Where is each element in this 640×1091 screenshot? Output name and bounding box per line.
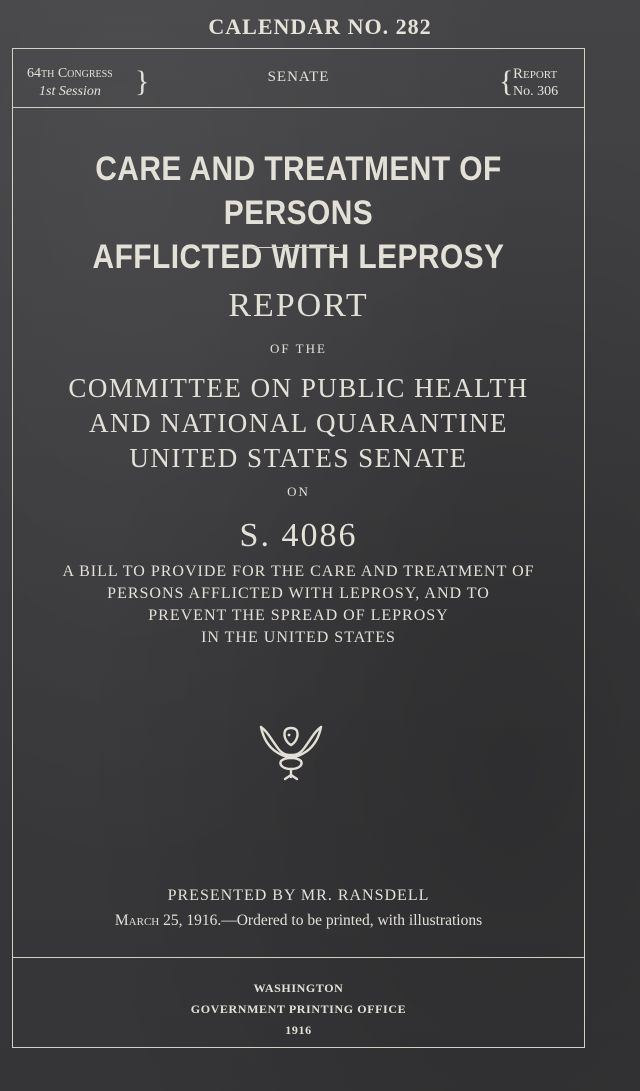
congress-label: 64th Congress: [27, 66, 113, 81]
brace-right: {: [499, 65, 514, 98]
cover-frame: [12, 48, 585, 1048]
bill-description-line: PERSONS AFFLICTED WITH LEPROSY, AND TO: [107, 585, 490, 602]
report-heading: REPORT: [228, 287, 369, 324]
bill-description-line: A BILL TO PROVIDE FOR THE CARE AND TREATMENT OF: [62, 563, 535, 580]
committee-name: [13, 371, 584, 476]
committee-line: AND NATIONAL QUARANTINE: [89, 408, 508, 438]
calendar-number: CALENDAR NO. 282: [208, 14, 432, 39]
presented-by: PRESENTED BY MR. RANSDELL: [167, 887, 430, 904]
title-line: CARE AND TREATMENT OF PERSONS: [95, 150, 502, 232]
session-label: 1st Session: [39, 84, 101, 99]
bill-description: [13, 561, 584, 649]
imprint: [13, 978, 584, 1041]
imprint-city: WASHINGTON: [253, 981, 344, 995]
of-the-label: OF THE: [270, 341, 327, 356]
ordered-month: March: [114, 912, 160, 929]
header-divider: [13, 107, 584, 108]
title-line: AFFLICTED WITH LEPROSY: [92, 238, 505, 276]
footer-divider: [13, 957, 584, 958]
committee-line: UNITED STATES SENATE: [129, 443, 468, 473]
ordered-line: [13, 912, 584, 930]
brace-left: }: [135, 65, 150, 98]
on-label: ON: [287, 484, 310, 499]
report-number-block: [513, 65, 558, 101]
bill-number: S. 4086: [239, 517, 358, 554]
report-number: No. 306: [513, 84, 559, 99]
chamber-label: SENATE: [267, 69, 330, 85]
bill-description-line: IN THE UNITED STATES: [201, 629, 396, 646]
report-label: Report: [513, 66, 558, 82]
imprint-office: GOVERNMENT PRINTING OFFICE: [190, 1002, 407, 1016]
title-rule: [249, 247, 339, 248]
imprint-year: 1916: [285, 1023, 312, 1037]
document-title: [47, 147, 549, 279]
committee-line: COMMITTEE ON PUBLIC HEALTH: [68, 373, 529, 403]
ordered-text: 25, 1916.—Ordered to be printed, with illustrations: [159, 912, 483, 929]
bill-description-line: PREVENT THE SPREAD OF LEPROSY: [148, 607, 449, 624]
eagle-emblem-icon: [255, 717, 327, 789]
